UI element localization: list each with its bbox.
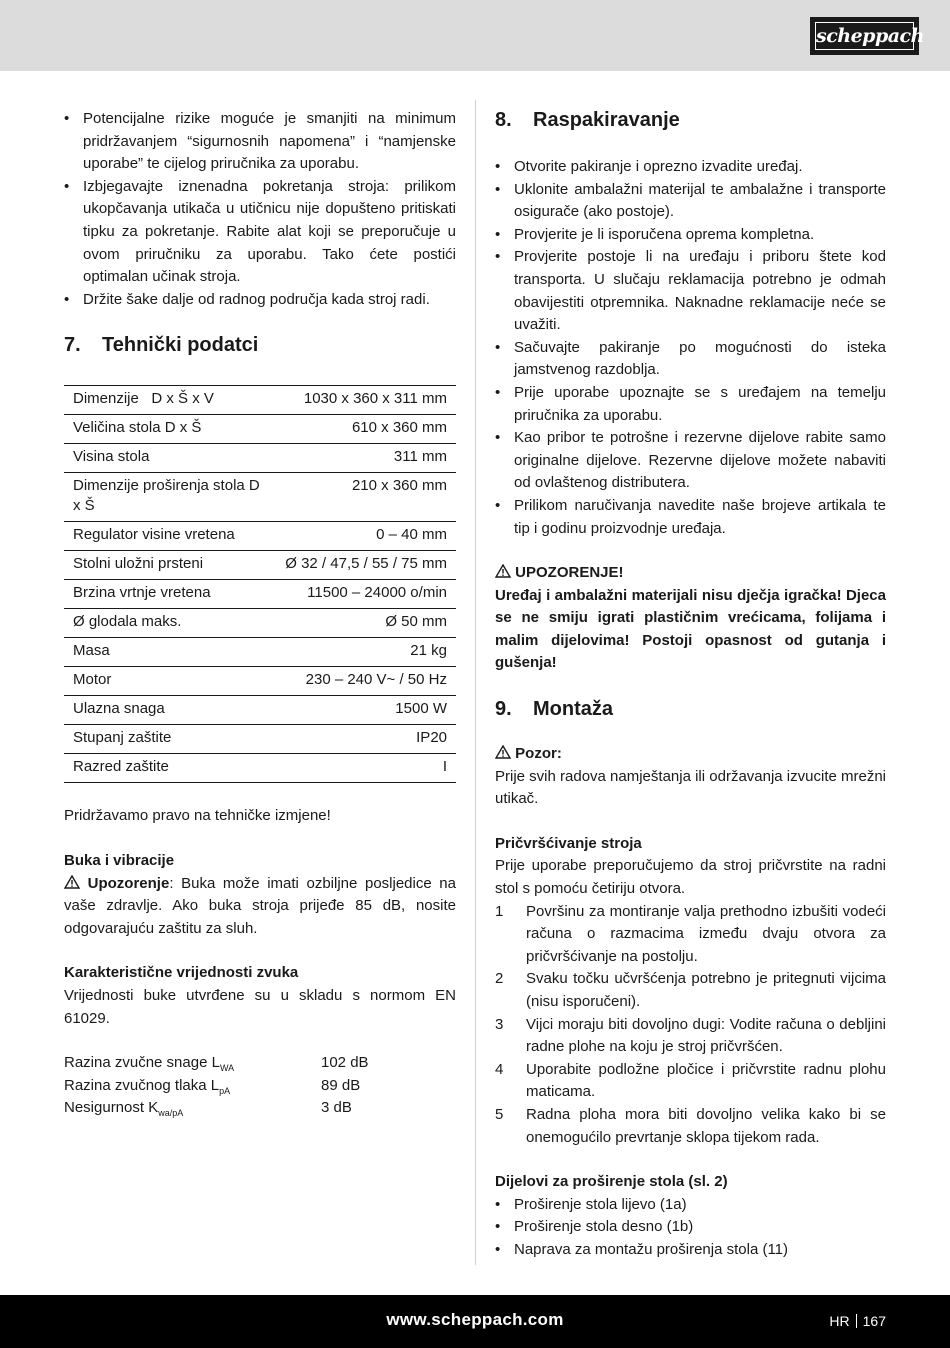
list-item	[495, 1059, 886, 1104]
reserve-note: Pridržavamo pravo na tehničke izmjene!	[64, 807, 331, 825]
spec-label: Visina stola	[64, 444, 276, 473]
table-row	[64, 754, 456, 783]
spec-label: Dimenzije D x Š x V	[64, 386, 276, 415]
noise-warning	[64, 873, 456, 941]
sound-label-text: Razina zvučnog tlaka L	[64, 1076, 220, 1094]
spec-value: I	[276, 754, 456, 783]
spec-value: 21 kg	[276, 638, 456, 667]
spec-table	[64, 385, 456, 783]
intro-bullet-list	[64, 108, 456, 311]
sound-label-sub: WA	[219, 1063, 235, 1074]
sound-label-sub: wa/pA	[158, 1108, 184, 1119]
page-number	[829, 1310, 886, 1333]
noise-warning-label: Upozorenje	[87, 874, 170, 892]
table-row	[64, 473, 456, 522]
warning-triangle-icon	[64, 875, 80, 889]
section-9-heading	[495, 697, 886, 721]
list-item: • Uklonite ambalažni materijal te ambalažne i transporte osigurače (ako postoje).	[495, 179, 886, 224]
sound-value: 102 dB	[321, 1054, 369, 1072]
spec-value: 210 x 360 mm	[276, 473, 456, 522]
footer-url: www.scheppach.com	[386, 1310, 564, 1329]
page-number-value: 167	[862, 1313, 886, 1329]
spec-value: 1500 W	[276, 696, 456, 725]
spec-label: Stolni uložni prsteni	[64, 551, 276, 580]
list-item: • Potencijalne rizike moguće je smanjiti na minimum pridržavanjem “sigurnosnih napomena” i “namjenske uporabe” te cijelog priručnika za uporabu.	[64, 108, 456, 176]
spec-value: 311 mm	[276, 444, 456, 473]
section-title: Raspakiravanje	[533, 109, 680, 131]
list-item	[495, 1104, 886, 1149]
step-number: 3	[495, 1015, 504, 1033]
step-text: Svaku točku učvršćenja potrebno je pritegnuti vijcima (nisu isporučeni).	[526, 970, 886, 1010]
right-column	[495, 108, 886, 1262]
table-row	[64, 551, 456, 580]
spec-value: Ø 32 / 47,5 / 55 / 75 mm	[276, 551, 456, 580]
spec-label: Masa	[64, 638, 276, 667]
sound-label-text: Nesigurnost K	[64, 1099, 159, 1117]
list-item: • Prilikom naručivanja navedite naše brojeve artikala te tip i godinu proizvodnje uređaja.	[495, 495, 886, 540]
brand-logo-text: scheppach	[815, 22, 914, 50]
list-item	[495, 901, 886, 969]
parts-list	[495, 1194, 886, 1262]
spec-label: Dimenzije proširenja stola D x Š	[64, 473, 276, 522]
list-item: • Kao pribor te potrošne i rezervne dijelove rabite samo originalne dijelove. Rezervne dijelove možete nabaviti od ovlaštenog distributera.	[495, 427, 886, 495]
spec-label: Ulazna snaga	[64, 696, 276, 725]
spec-value: 0 – 40 mm	[276, 522, 456, 551]
section-number: 8.	[495, 109, 512, 131]
warning-title-text: UPOZORENJE!	[515, 564, 624, 582]
section-number: 7.	[64, 334, 81, 357]
table-row	[64, 580, 456, 609]
fix-heading: Pričvršćivanje stroja	[495, 834, 642, 852]
sound-label-text: Razina zvučne snage L	[64, 1054, 220, 1072]
warning-triangle-icon	[495, 564, 511, 578]
spec-label: Regulator visine vretena	[64, 522, 276, 551]
sound-heading: Karakteristične vrijednosti zvuka	[64, 964, 299, 982]
sound-value: 3 dB	[321, 1099, 352, 1117]
steps-list	[495, 901, 886, 1150]
list-item	[495, 968, 886, 1013]
step-text: Uporabite podložne pločice i pričvrstite radnu plohu maticama.	[526, 1060, 886, 1101]
step-number: 2	[495, 970, 504, 988]
spec-value: 230 – 240 V~ / 50 Hz	[276, 667, 456, 696]
sound-label	[64, 1075, 321, 1098]
spec-value: 610 x 360 mm	[276, 415, 456, 444]
step-number: 5	[495, 1105, 504, 1123]
caution-title-text: Pozor:	[515, 745, 562, 763]
spec-value: IP20	[276, 725, 456, 754]
list-item: • Provjerite je li isporučena oprema kompletna.	[495, 224, 886, 247]
spec-value: 1030 x 360 x 311 mm	[276, 386, 456, 415]
list-item: • Naprava za montažu proširenja stola (11)	[495, 1239, 886, 1262]
spec-value: 11500 – 24000 o/min	[276, 580, 456, 609]
table-row	[64, 696, 456, 725]
step-number: 4	[495, 1060, 504, 1078]
sound-text: Vrijednosti buke utvrđene su u skladu s normom EN 61029.	[64, 986, 456, 1027]
fix-text: Prije uporabe preporučujemo da stroj pričvrstite na radni stol s pomoću četiriju otvora.	[495, 857, 886, 898]
list-item: • Otvorite pakiranje i oprezno izvadite uređaj.	[495, 156, 886, 179]
parts-heading: Dijelovi za proširenje stola (sl. 2)	[495, 1173, 728, 1191]
table-row	[64, 638, 456, 667]
sound-values	[64, 1052, 456, 1120]
list-item: • Proširenje stola lijevo (1a)	[495, 1194, 886, 1217]
spec-label: Ø glodala maks.	[64, 609, 276, 638]
section-number: 9.	[495, 698, 512, 721]
spec-label: Razred zaštite	[64, 754, 276, 783]
caution-text: Prije svih radova namještanja ili održavanja izvucite mrežni utikač.	[495, 767, 887, 808]
caution-title	[495, 743, 886, 766]
spec-value: Ø 50 mm	[276, 609, 456, 638]
spec-label: Veličina stola D x Š	[64, 415, 276, 444]
section-8-heading	[495, 108, 886, 132]
warning-text: Uređaj i ambalažni materijali nisu dječja igračka! Djeca se ne smiju igrati plastičnim vrećicama, folijama i malim dijelovima! Postoji opasnost od gutanja i gušenja!	[495, 586, 886, 672]
header-bar	[0, 0, 950, 71]
noise-warning-text: : Buka može imati ozbiljne posljedice na vaše zdravlje. Ako buka stroja prijeđe 85 dB, nosite odgovarajuću zaštitu za sluh.	[64, 874, 456, 937]
section-title: Tehnički podatci	[102, 334, 259, 357]
list-item: • Proširenje stola desno (1b)	[495, 1216, 886, 1239]
spec-label: Motor	[64, 667, 276, 696]
column-divider	[475, 100, 476, 1265]
list-item: • Sačuvajte pakiranje po mogućnosti do isteka jamstvenog razdoblja.	[495, 337, 886, 382]
left-column	[64, 108, 456, 1120]
sound-label	[64, 1097, 321, 1120]
sound-label	[64, 1052, 321, 1075]
unpack-bullet-list	[495, 156, 886, 540]
step-text: Radna ploha mora biti dovoljno velika kako bi se onemogućilo prevrtanje sklopa tijekom rada.	[526, 1105, 886, 1146]
table-row	[64, 386, 456, 415]
list-item: • Držite šake dalje od radnog područja kada stroj radi.	[64, 289, 456, 312]
table-row	[64, 444, 456, 473]
brand-logo	[810, 17, 924, 55]
section-7-heading	[64, 333, 456, 357]
sound-label-sub: pA	[219, 1085, 231, 1096]
table-row	[64, 522, 456, 551]
step-text: Vijci moraju biti dovoljno dugi: Vodite računa o debljini radne plohe na koju je stroj pričvršćen.	[526, 1015, 886, 1056]
table-row	[64, 725, 456, 754]
section-title: Montaža	[533, 698, 613, 721]
list-item: • Prije uporabe upoznajte se s uređajem na temelju priručnika za uporabu.	[495, 382, 886, 427]
list-item: • Izbjegavajte iznenadna pokretanja stroja: prilikom ukopčavanja utikača u utičnicu nije dopušteno pritiskati tipku za pokretanje. Rabite alat koji se preporučuje u ovom priručniku za uporabu. Tako ćete postići optimalan učinak stroja.	[64, 176, 456, 289]
spec-label: Stupanj zaštite	[64, 725, 276, 754]
table-row	[64, 609, 456, 638]
list-item: • Provjerite postoje li na uređaju i priboru štete kod transporta. U slučaju reklamacija potrebno je odmah obavijestiti otpremnika. Naknadne reklamacije neće se uvažiti.	[495, 246, 886, 336]
table-row	[64, 667, 456, 696]
spec-label: Brzina vrtnje vretena	[64, 580, 276, 609]
list-item	[495, 1014, 886, 1059]
warning-title	[495, 562, 886, 585]
sound-value: 89 dB	[321, 1076, 361, 1094]
language-code: HR	[829, 1313, 850, 1329]
warning-triangle-icon	[495, 745, 511, 759]
table-row	[64, 415, 456, 444]
footer-bar	[0, 1295, 950, 1348]
separator	[856, 1314, 857, 1328]
noise-heading: Buka i vibracije	[64, 851, 175, 869]
step-text: Površinu za montiranje valja prethodno izbušiti vodeći računa o razmacima između dvaju otvora za pričvršćivanje na postolju.	[526, 902, 886, 965]
step-number: 1	[495, 902, 504, 920]
